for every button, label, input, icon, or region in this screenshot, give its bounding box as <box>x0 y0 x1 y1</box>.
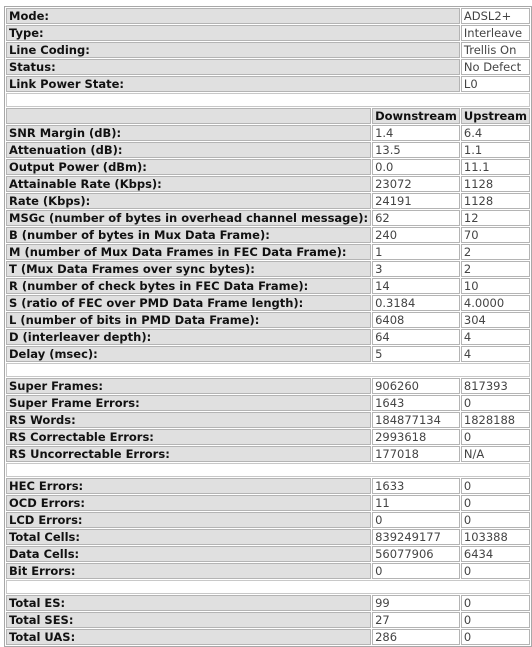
upstream-value: 0 <box>461 612 530 628</box>
status-row <box>6 59 530 75</box>
stat-row <box>6 446 530 462</box>
downstream-value: 1643 <box>372 395 460 411</box>
downstream-value: 286 <box>372 629 460 645</box>
upstream-value: 0 <box>461 595 530 611</box>
downstream-value: 906260 <box>372 378 460 394</box>
upstream-value: N/A <box>461 446 530 462</box>
stat-label: Rate (Kbps): <box>6 193 371 209</box>
downstream-value: 0 <box>372 512 460 528</box>
stat-row <box>6 125 530 141</box>
downstream-value: 13.5 <box>372 142 460 158</box>
stat-label: R (number of check bytes in FEC Data Frame): <box>6 278 371 294</box>
upstream-value: 0 <box>461 512 530 528</box>
spacer-row <box>6 93 530 107</box>
spacer-cell <box>6 580 530 594</box>
spacer-cell <box>6 463 530 477</box>
stat-label: L (number of bits in PMD Data Frame): <box>6 312 371 328</box>
stat-row <box>6 412 530 428</box>
stat-label: D (interleaver depth): <box>6 329 371 345</box>
status-label: Type: <box>6 25 460 41</box>
stat-row <box>6 244 530 260</box>
downstream-value: 2993618 <box>372 429 460 445</box>
downstream-value: 62 <box>372 210 460 226</box>
status-label: Status: <box>6 59 460 75</box>
stat-label: MSGc (number of bytes in overhead channel message): <box>6 210 371 226</box>
upstream-value: 6434 <box>461 546 530 562</box>
adsl-statistics-body <box>6 8 530 645</box>
stat-label: RS Words: <box>6 412 371 428</box>
stat-row <box>6 495 530 511</box>
downstream-value: 0.3184 <box>372 295 460 311</box>
upstream-value: 0 <box>461 495 530 511</box>
stat-label: Total ES: <box>6 595 371 611</box>
status-value: L0 <box>461 76 530 92</box>
downstream-value: 3 <box>372 261 460 277</box>
stat-row <box>6 546 530 562</box>
stat-label: RS Uncorrectable Errors: <box>6 446 371 462</box>
status-row <box>6 76 530 92</box>
downstream-value: 177018 <box>372 446 460 462</box>
spacer-row <box>6 580 530 594</box>
status-row <box>6 25 530 41</box>
status-label: Line Coding: <box>6 42 460 58</box>
stat-row <box>6 193 530 209</box>
stat-row <box>6 329 530 345</box>
downstream-value: 1.4 <box>372 125 460 141</box>
stat-row <box>6 529 530 545</box>
downstream-value: 839249177 <box>372 529 460 545</box>
status-row <box>6 42 530 58</box>
stat-label: Attenuation (dB): <box>6 142 371 158</box>
upstream-value: 0 <box>461 478 530 494</box>
header-blank-cell <box>6 108 371 124</box>
stat-row <box>6 478 530 494</box>
upstream-value: 4.0000 <box>461 295 530 311</box>
downstream-value: 240 <box>372 227 460 243</box>
stat-label: Data Cells: <box>6 546 371 562</box>
stat-row <box>6 429 530 445</box>
upstream-value: 4 <box>461 346 530 362</box>
upstream-value: 12 <box>461 210 530 226</box>
stat-label: Super Frames: <box>6 378 371 394</box>
upstream-value: 1.1 <box>461 142 530 158</box>
spacer-cell <box>6 93 530 107</box>
stat-row <box>6 346 530 362</box>
upstream-value: 2 <box>461 261 530 277</box>
stat-label: Super Frame Errors: <box>6 395 371 411</box>
downstream-value: 27 <box>372 612 460 628</box>
downstream-value: 1633 <box>372 478 460 494</box>
stat-label: LCD Errors: <box>6 512 371 528</box>
downstream-value: 11 <box>372 495 460 511</box>
status-value: ADSL2+ <box>461 8 530 24</box>
stat-label: HEC Errors: <box>6 478 371 494</box>
upstream-value: 6.4 <box>461 125 530 141</box>
upstream-value: 0 <box>461 563 530 579</box>
upstream-value: 0 <box>461 395 530 411</box>
downstream-value: 1 <box>372 244 460 260</box>
upstream-value: 4 <box>461 329 530 345</box>
stat-label: Bit Errors: <box>6 563 371 579</box>
status-value: Interleave <box>461 25 530 41</box>
status-row <box>6 8 530 24</box>
stat-row <box>6 295 530 311</box>
downstream-value: 14 <box>372 278 460 294</box>
stat-label: Output Power (dBm): <box>6 159 371 175</box>
stat-label: SNR Margin (dB): <box>6 125 371 141</box>
stat-label: M (number of Mux Data Frames in FEC Data Frame): <box>6 244 371 260</box>
stat-label: T (Mux Data Frames over sync bytes): <box>6 261 371 277</box>
stat-row <box>6 629 530 645</box>
stat-row <box>6 612 530 628</box>
upstream-header: Upstream <box>461 108 530 124</box>
upstream-value: 1828188 <box>461 412 530 428</box>
stat-row <box>6 176 530 192</box>
status-value: No Defect <box>461 59 530 75</box>
stat-row <box>6 278 530 294</box>
status-value: Trellis On <box>461 42 530 58</box>
upstream-value: 11.1 <box>461 159 530 175</box>
stat-label: S (ratio of FEC over PMD Data Frame length): <box>6 295 371 311</box>
stat-row <box>6 159 530 175</box>
upstream-value: 103388 <box>461 529 530 545</box>
downstream-value: 0 <box>372 563 460 579</box>
upstream-value: 70 <box>461 227 530 243</box>
downstream-value: 64 <box>372 329 460 345</box>
stat-label: Delay (msec): <box>6 346 371 362</box>
stat-label: Total Cells: <box>6 529 371 545</box>
stat-label: Total UAS: <box>6 629 371 645</box>
upstream-value: 2 <box>461 244 530 260</box>
upstream-value: 817393 <box>461 378 530 394</box>
stat-row <box>6 261 530 277</box>
stat-label: RS Correctable Errors: <box>6 429 371 445</box>
stat-label: Total SES: <box>6 612 371 628</box>
stat-label: Attainable Rate (Kbps): <box>6 176 371 192</box>
stat-label: B (number of bytes in Mux Data Frame): <box>6 227 371 243</box>
stat-row <box>6 227 530 243</box>
stat-row <box>6 512 530 528</box>
downstream-value: 56077906 <box>372 546 460 562</box>
spacer-row <box>6 463 530 477</box>
stat-label: OCD Errors: <box>6 495 371 511</box>
stat-row <box>6 312 530 328</box>
status-label: Mode: <box>6 8 460 24</box>
stat-row <box>6 395 530 411</box>
stat-row <box>6 595 530 611</box>
downstream-value: 99 <box>372 595 460 611</box>
upstream-value: 0 <box>461 429 530 445</box>
upstream-value: 0 <box>461 629 530 645</box>
spacer-row <box>6 363 530 377</box>
downstream-value: 0.0 <box>372 159 460 175</box>
upstream-value: 1128 <box>461 193 530 209</box>
downstream-header: Downstream <box>372 108 460 124</box>
downstream-value: 5 <box>372 346 460 362</box>
upstream-value: 304 <box>461 312 530 328</box>
downstream-value: 6408 <box>372 312 460 328</box>
downstream-value: 184877134 <box>372 412 460 428</box>
status-label: Link Power State: <box>6 76 460 92</box>
downstream-value: 23072 <box>372 176 460 192</box>
stat-row <box>6 563 530 579</box>
upstream-value: 10 <box>461 278 530 294</box>
stat-row <box>6 378 530 394</box>
spacer-cell <box>6 363 530 377</box>
stat-row <box>6 210 530 226</box>
stat-row <box>6 142 530 158</box>
adsl-statistics-table <box>4 6 532 647</box>
column-header-row <box>6 108 530 124</box>
upstream-value: 1128 <box>461 176 530 192</box>
downstream-value: 24191 <box>372 193 460 209</box>
